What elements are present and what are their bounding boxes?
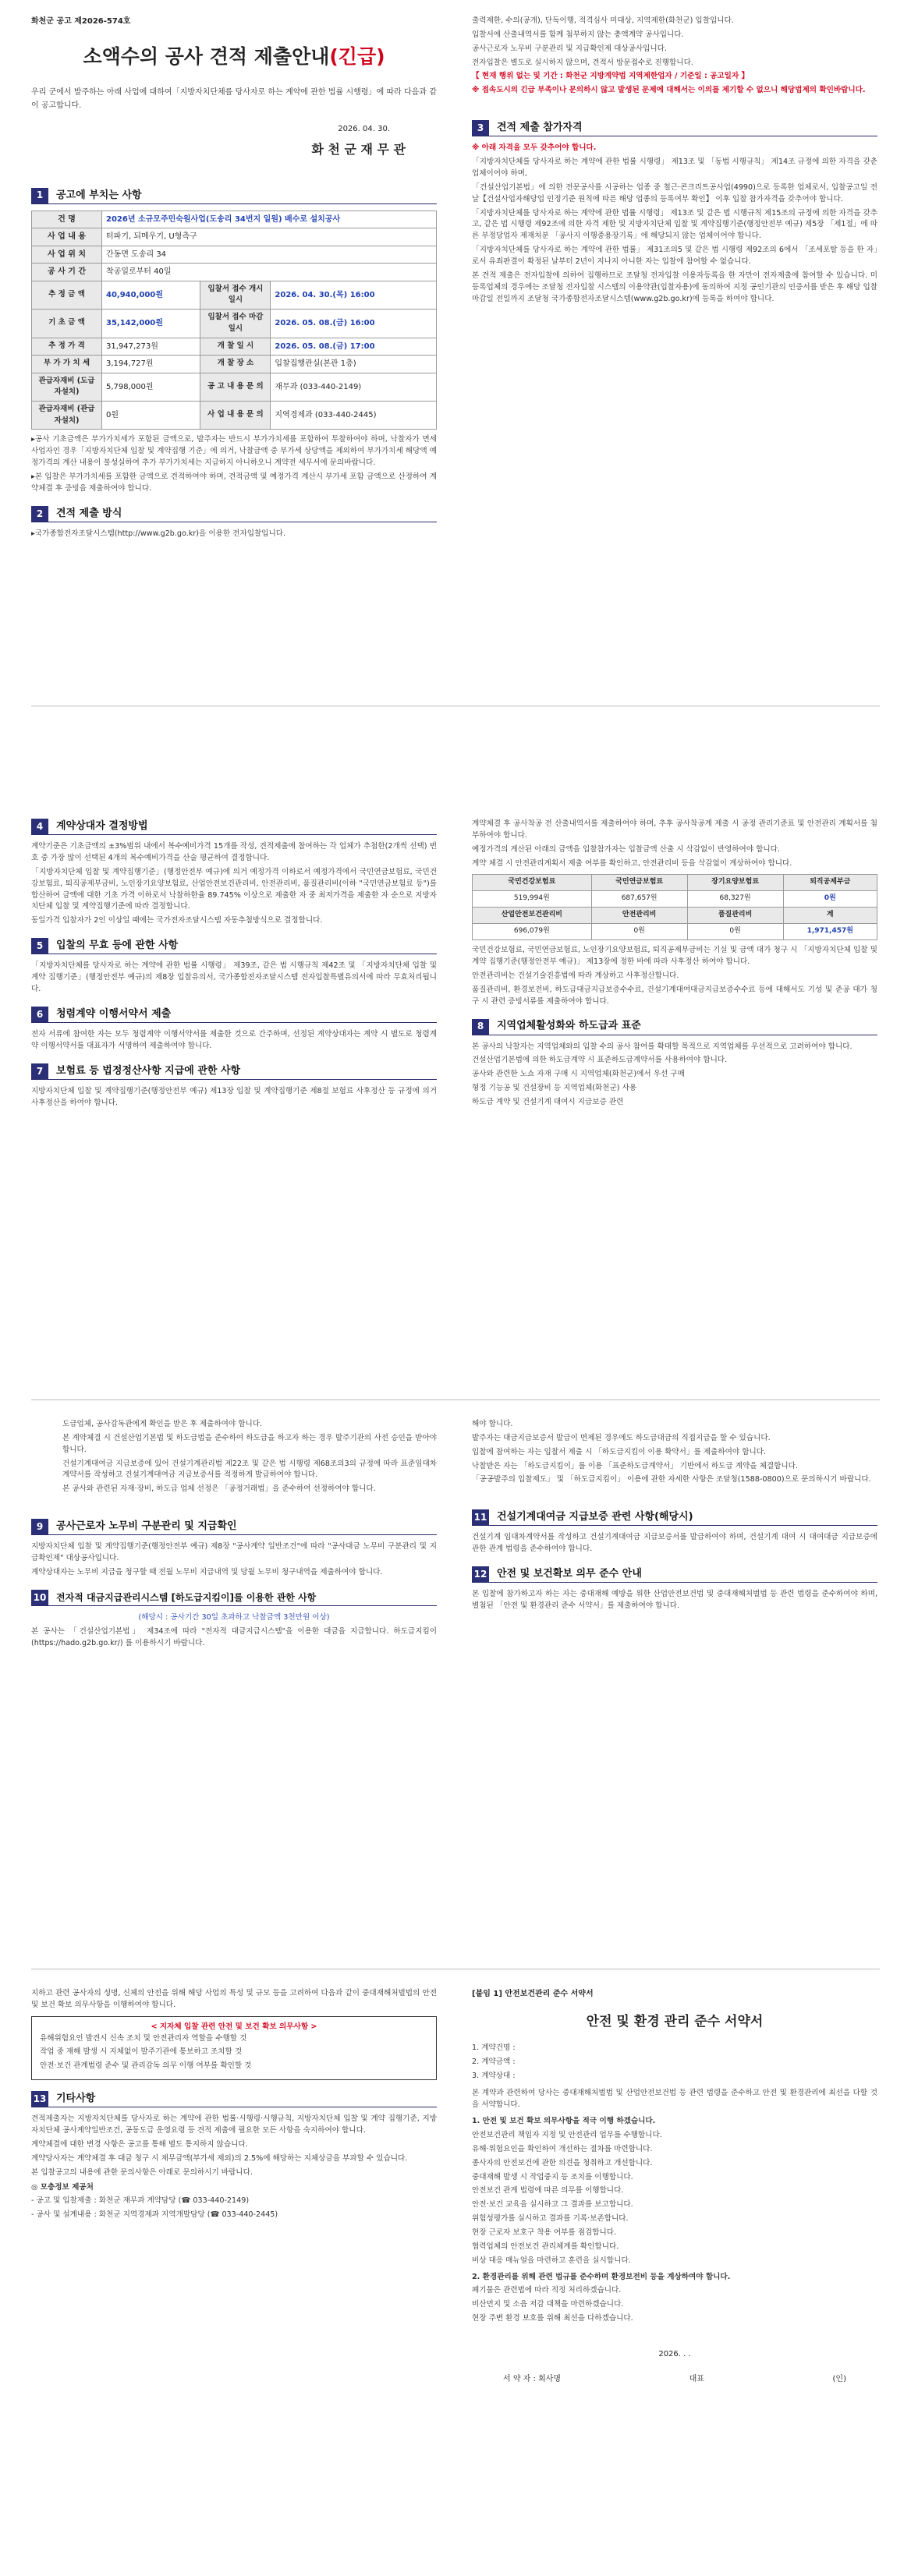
- sec4-item: 동일가격 입찰자가 2인 이상일 때에는 국가전자조달시스템 자동추첨방식으로 결정합니다.: [31, 916, 323, 925]
- left3-item: 건설기계대여금 지급보증에 있어 건설기계관리법 제22조 및 같은 법 시행령 제68조의3의 규정에 따라 표준임대차계약서를 작성하고 건설기계대여금 지급보증서를 적정하게 발급하여야 합니다.: [62, 1459, 437, 1480]
- sec3-items: [472, 157, 877, 305]
- cost-cell: 687,657원: [591, 891, 687, 908]
- sec9-number: 9: [31, 1519, 48, 1534]
- sec13-item: 계약당사자는 계약체결 후 대금 청구 시 채무금액(부가세 제외)의 2.5%에 해당하는 지체상금을 부과할 수 있습니다.: [31, 2153, 408, 2163]
- right-top-item: 입찰서에 산출내역서를 함께 첨부하지 않는 총액계약 공사입니다.: [472, 30, 684, 39]
- row-value: 간동면 도송리 34: [102, 246, 437, 264]
- pledge-title: 안전 및 환경 관리 준수 서약서: [586, 2013, 764, 2029]
- cost-cell: 계: [783, 908, 877, 924]
- right-top-item: 출력제한, 수의(공개), 단독이행, 적격심사 미대상, 지역제한(화천군) 입찰입니다.: [472, 16, 734, 25]
- right-top-items: [472, 16, 877, 69]
- cost-cell: 68,327원: [687, 891, 783, 908]
- page2-left: [31, 725, 437, 1112]
- sec7-title: 보험료 등 법정정산사항 지급에 관한 사항: [56, 1064, 241, 1077]
- pledge-sign-row: [472, 2373, 877, 2386]
- row-label: 사 업 위 치: [32, 246, 102, 264]
- row-label: 사 업 내 용 문 의: [200, 402, 271, 430]
- sec8-item: 하도급 계약 및 건설기계 대여시 지급보증 관련: [472, 1098, 624, 1107]
- row-value: 2026. 05. 08.(금) 16:00: [271, 310, 437, 338]
- table-row: [32, 281, 437, 309]
- sec3-item: 본 견적 제출은 전자입찰에 의하여 집행하므로 조달청 전자입찰 이용자등록을 한 자만이 전자제출에 참여할 수 있습니다. 미등록업체의 경우에는 조달청 전자입찰 시스템의 이용약관(입찰자용)에 동의하여 지정 공인기관의 인증서를 받은 후 해당 입찰마감일 전일까지 조달청 국가종합전자조달시스템(www.g2b.go.kr)에 등록을 하여야 합니다.: [472, 271, 877, 303]
- row-value: 2026년 소규모주민숙원사업(도송리 34번지 일원) 배수로 설치공사: [102, 211, 437, 228]
- table-row: [32, 264, 437, 281]
- sec11-title: 건설기계대여금 지급보증 관련 사항(해당시): [497, 1511, 693, 1523]
- pledge-item: 안전·보건 교육을 실시하고 그 결과를 보고합니다.: [472, 2200, 633, 2210]
- pledge-item: 현장 근로자 보호구 착용 여부를 점검합니다.: [472, 2228, 617, 2238]
- sec9-title: 공사근로자 노무비 구분관리 및 지급확인: [56, 1520, 237, 1533]
- cost-table: [472, 874, 877, 940]
- row-label: 공 사 기 간: [32, 264, 102, 281]
- sec8-title: 지역업체활성화와 하도급과 표준: [497, 1020, 641, 1032]
- cost-cell: 산업안전보건관리비: [473, 908, 592, 924]
- left4-text: 지하고 관련 공사자의 성명, 신체의 안전을 위해 해당 사업의 특성 및 규모 등을 고려하여 다음과 같이 중대재해처벌법의 안전 및 보건 확보 의무사항을 이행하여야 합니다.: [31, 1989, 437, 2009]
- sec6-heading: [31, 1007, 437, 1023]
- sec8-items: [472, 1042, 877, 1109]
- page-title: [31, 42, 437, 73]
- row-value: 3,194,727원: [102, 356, 200, 373]
- page4-left: [31, 1988, 437, 2224]
- row-label: 추 정 가 격: [32, 338, 102, 356]
- row-value: 40,940,000원: [102, 281, 200, 309]
- page1-right: [472, 16, 877, 307]
- pledge-sign-label: 서 약 자 : 회사명: [503, 2374, 562, 2383]
- sec2-title: 견적 제출 방식: [56, 507, 122, 519]
- right-mid-after-item: 국민건강보험료, 국민연금보험료, 노인장기요양보험료, 퇴직공제부금비는 기실 및 금액 대가 청구 시 「지방자치단체 입찰 및 계약 집행기준(행정안전부 예규)」 제13장에 정한 바에 따라 사후정산 하여야 합니다.: [472, 946, 877, 967]
- sec3-title: 견적 제출 참가자격: [497, 122, 583, 134]
- row-label: 입찰서 접수 개시일시: [200, 281, 271, 309]
- pledge-fields: [472, 2043, 877, 2082]
- sec6-number: 6: [31, 1007, 48, 1022]
- pledge-field: 1. 계약건명 :: [472, 2043, 516, 2052]
- sec9-item: 지방자치단체 입찰 및 계약집행기준(행정안전부 예규) 제8장 "공사계약 일반조건"에 따라 "공사대금 노무비 구분관리 및 지급확인제" 대상공사입니다.: [31, 1542, 437, 1563]
- cost-cell: 국민연금보험료: [591, 875, 687, 891]
- row-label: 공 고 내 용 문 의: [200, 373, 271, 401]
- pledge-list1: [472, 2130, 877, 2267]
- sec8-item: 공사와 관련한 노쇼 자재 구매 시 지역업체(화천군)에서 우선 구매: [472, 1070, 685, 1079]
- sec1-title: 공고에 부치는 사항: [56, 189, 142, 201]
- cost-cell: 품질관리비: [687, 908, 783, 924]
- sec1-note: ▸공사 기초금액은 부가가치세가 포함된 금액으로, 발주자는 반드시 부가가치세를 포함하여 투찰하여야 하며, 낙찰자가 면세사업자인 경우「지방자치단체 입찰 및 계약집행 기준」에 의거, 낙찰금액 중 부가세 상당액을 제외하여 부가가치세 해당액 예정가격의 계산 내용이 불성실하여 추가 부가가치세는 지급하지 아니하오니 계약전 세무서에 문의바랍니다.: [31, 435, 437, 468]
- sec7-number: 7: [31, 1063, 48, 1079]
- title-urgent: (긴급): [329, 44, 385, 68]
- cost-cell: 0원: [783, 891, 877, 908]
- safety-box-title: < 지자체 입찰 관련 안전 및 보건 확보 의무사항 >: [151, 2022, 317, 2031]
- sec3-item: 「지방자치단체를 당사자로 하는 계약에 관한 법률 시행령」 제13조 및 「동법 시행규칙」 제14조 규정에 의한 자격을 갖춘 업체이어야 하며,: [472, 157, 877, 179]
- sec3-item: 「지방자치단체를 당사자로 하는 계약에 관한 법률」 제31조의5 및 같은 법 시행령 제92조의 6에서 「조세포탈 등을 한 자」로서 유죄판결이 확정된 날부터 2년이 지나지 아니한 자는 입찰에 참여할 수 없습니다.: [472, 246, 877, 267]
- pledge-list2: [472, 2285, 877, 2325]
- pledge-tag: [붙임 1] 안전보건관리 준수 서약서: [472, 1990, 594, 1998]
- sec4-heading: [31, 819, 437, 835]
- sec2-text: ▸국가종합전자조달시스템(http://www.g2b.go.kr)을 이용한 전자입찰입니다.: [31, 529, 286, 538]
- right-bot-item: 해야 합니다.: [472, 1420, 513, 1428]
- notice-date: 2026. 04. 30.: [338, 125, 390, 134]
- right-bot-item: 낙찰받은 자는 「하도급지킴이」를 이용 「표준하도급계약서」 기반에서 하도급 계약을 체결합니다.: [472, 1461, 798, 1470]
- left3-item: 도급업체, 공사감독관에게 확인을 받은 후 제출하여야 합니다.: [62, 1420, 263, 1428]
- row-label: 개 찰 장 소: [200, 356, 271, 373]
- right-mid-item: 계약 체결 시 안전관리계획서 제출 여부를 확인하고, 안전관리비 등을 삭감없이 계상하여야 합니다.: [472, 858, 792, 868]
- contact-item: - 공사 및 설계내용 : 화천군 지역경제과 지역개발담당 (☎ 033-440-2445): [31, 2210, 278, 2220]
- sec6-text: 전자 서류에 참여한 자는 모두 청렴계약 이행서약서를 제출한 것으로 간주하며, 선정된 계약상대자는 계약 시 별도로 청렴계약 이행서약서를 대표자가 서명하여 제출하여야 합니다.: [31, 1030, 437, 1050]
- sec1-heading: [31, 188, 437, 204]
- cost-cell: 0원: [591, 924, 687, 940]
- row-value: 2026. 04. 30.(목) 16:00: [271, 281, 437, 309]
- row-label: 부 가 가 치 세: [32, 356, 102, 373]
- right-mid-after-item: 품질관리비, 환경보전비, 하도급대금지급보증수수료, 건설기계대여대금지급보증수수료 등에 대해서도 기성 및 준공 대가 청구 시 관련 증빙서류를 제출하여야 합니다.: [472, 985, 877, 1006]
- row-label: 기 초 금 액: [32, 310, 102, 338]
- row-label: 건 명: [32, 211, 102, 228]
- sec10-title: 전자적 대금지급관리시스템 [하도급지킴이]를 이용한 관한 사항: [56, 1591, 317, 1603]
- sec10-number: 10: [31, 1590, 48, 1605]
- right-bot-items: [472, 1419, 877, 1486]
- row-value: 5,798,000원: [102, 373, 200, 401]
- row-value: 입찰집행관실(본관 1층): [271, 356, 437, 373]
- row-value: 0원: [102, 402, 200, 430]
- row-label: 입찰서 접수 마감일시: [200, 310, 271, 338]
- contact-list: [31, 2196, 437, 2221]
- pledge-item: 유해·위험요인을 확인하여 개선하는 절차를 마련합니다.: [472, 2144, 653, 2153]
- row-value: 31,947,273원: [102, 338, 200, 356]
- safety-box-item: 유해위험요인 발견시 신속 조치 및 안전관리자 역할을 수행할 것: [40, 2033, 247, 2043]
- row-value: 지역경제과 (033-440-2445): [271, 402, 437, 430]
- sec12-text: 본 입찰에 참가하고자 하는 자는 중대재해 예방을 위한 산업안전보건법 및 중대재해처벌법 등 관련 법령을 준수하여야 하며, 별첨된 「안전 및 환경관리 준수 서약서」를 제출하여야 합니다.: [472, 1590, 877, 1611]
- pledge-sub2: 2. 환경관리를 위해 관련 법규를 준수하며 환경보전비 등을 계상하여야 합니다.: [472, 2272, 731, 2281]
- row-label: 관급자재비 (관급자설치): [32, 402, 102, 430]
- row-label: 사 업 내 용: [32, 228, 102, 246]
- sec8-number: 8: [472, 1019, 489, 1035]
- cost-cell: 퇴직공제부금: [783, 875, 877, 891]
- sec9-item: 계약상대자는 노무비 지급을 청구할 때 전월 노무비 지급내역 및 당월 노무비 청구내역을 제출하여야 합니다.: [31, 1568, 383, 1577]
- page3-right: [472, 1419, 877, 1615]
- pledge-item: 안전보건관리 책임자 지정 및 안전관리 업무를 수행합니다.: [472, 2131, 662, 2139]
- sec8-item: 형정 기능공 및 건설장비 등 지역업체(화천군) 사용: [472, 1084, 637, 1093]
- pledge-rep-label: 대표: [689, 2374, 704, 2383]
- pledge-date: 2026. . .: [658, 2350, 691, 2359]
- table-row: [32, 246, 437, 264]
- pledge-item: 비산먼지 및 소음 저감 대책을 마련하겠습니다.: [472, 2300, 624, 2309]
- sec8-heading: [472, 1018, 877, 1035]
- sec1-number: 1: [31, 188, 48, 203]
- pledge-seal: (인): [832, 2374, 846, 2383]
- sec8-item: 건설산업기본법에 의한 하도급계약 시 표준하도급계약서를 사용하여야 합니다.: [472, 1056, 728, 1065]
- pledge-field: 2. 계약금액 :: [472, 2057, 516, 2066]
- sec8-item: 본 공사의 낙찰자는 지역업체와의 입찰 수의 공사 참여를 확대할 목적으로 지역업체를 우선적으로 고려하여야 합니다.: [472, 1042, 853, 1051]
- pledge-item: 중대재해 발생 시 작업중지 등 조치를 이행합니다.: [472, 2172, 633, 2181]
- sec9-items: [31, 1541, 437, 1579]
- cost-cell: 519,994원: [473, 891, 592, 908]
- project-table: [31, 211, 437, 430]
- row-value: 착공일로부터 40일: [102, 264, 437, 281]
- sec1-notes: [31, 434, 437, 494]
- left3-item: 본 계약체결 시 건설산업기본법 및 하도급법을 준수하여 하도급을 하고자 하는 경우 발주기관의 사전 승인을 받아야 합니다.: [62, 1433, 437, 1454]
- table-row: [32, 402, 437, 430]
- sec10-sub: (해당시 : 공사기간 30일 초과하고 낙찰금액 3천만원 이상): [138, 1612, 330, 1622]
- row-label: 관급자재비 (도급자설치): [32, 373, 102, 401]
- sec13-title: 기타사항: [56, 2093, 96, 2105]
- cost-cell: 0원: [687, 924, 783, 940]
- pledge-item: 위험성평가를 실시하고 결과를 기록·보존합니다.: [472, 2214, 629, 2224]
- sec4-items: [31, 841, 437, 927]
- cost-cell: 장기요양보험료: [687, 875, 783, 891]
- row-value: 재무과 (033-440-2149): [271, 373, 437, 401]
- sec13-item: 견적제출자는 지방자치단체를 당사자로 하는 계약에 관한 법률·시행령·시행규칙, 지방자치단체 입찰 및 계약 집행기준, 지방자치단체 공사계약일반조건, 공동도급 운영요령 등 견적 제출에 필요한 모든 사항을 숙지하여야 합니다.: [31, 2114, 437, 2135]
- safety-box-item: 작업 중 재해 발생 시 지체없이 발주기관에 통보하고 조치할 것: [40, 2047, 243, 2057]
- cost-cell: 안전관리비: [591, 908, 687, 924]
- sec7-text: 지방자치단체 입찰 및 계약집행기준(행정안전부 예규) 제13장 입찰 및 계약집행기준 제8절 보험료 사후정산 등 규정에 의거 사후정산을 하여야 합니다.: [31, 1086, 437, 1107]
- cost-cell: 국민건강보험료: [473, 875, 592, 891]
- sec3-heading: [472, 120, 877, 136]
- notice-number: 화천군 공고 제2026-574호: [31, 17, 131, 26]
- right-top-item: 공사근로자 노무비 구분관리 및 지급확인제 대상공사입니다.: [472, 44, 667, 53]
- sec11-text: 건설기계 임대차계약서를 작성하고 건설기계대여금 지급보증서를 발급하여야 하며, 건설기계 대여 시 대여대금 지급보증에 관한 관계 법령을 준수하여야 합니다.: [472, 1533, 877, 1554]
- safety-box-items: [40, 2033, 428, 2073]
- sec10-text: 본 공사는 「건설산업기본법」 제34조에 따라 "전자적 대금지급시스템"을 이용한 대금을 지급합니다. 하도급지킴이(https://hado.g2b.go.kr/) 를 이용하시기 바랍니다.: [31, 1626, 437, 1647]
- sec3-number: 3: [472, 120, 489, 136]
- left3-items: [31, 1419, 437, 1495]
- pledge-item: 폐기물은 관련법에 따라 적정 처리하겠습니다.: [472, 2286, 622, 2295]
- sec4-title: 계약상대자 결정방법: [56, 820, 148, 832]
- row-label: 개 찰 일 시: [200, 338, 271, 356]
- pledge-sub1: 1. 안전 및 보건 확보 의무사항을 적극 이행 하겠습니다.: [472, 2117, 656, 2126]
- sec13-number: 13: [31, 2091, 48, 2107]
- sec4-item: 계약기준은 기초금액의 ±3%범위 내에서 복수예비가격 15개를 작성, 견적제출에 참여하는 각 업체가 추첨한(2개씩 선택) 번호 중 가장 많이 선택된 4개의 복수예비가격을 산술 평균하여 결정합니다.: [31, 842, 437, 862]
- intro-text: 우리 군에서 발주하는 아래 사업에 대하여「지방자치단체를 당사자로 하는 계약에 관한 법률 시행령」에 따라 다음과 같이 공고합니다.: [31, 88, 437, 111]
- sec3-item: 「건설산업기본법」에 의한 전문공사를 시공하는 업종 중 철근·콘크리트공사업(4990)으로 등록한 업체로서, 입찰공고일 전날【건설사업자해당업 인정기준 원칙에 따른 해당 업종의 등록여부 확인】 이후 입찰 참가자격을 갖추어야 합니다.: [472, 182, 877, 203]
- sec10-heading: [31, 1590, 437, 1606]
- sec3-lead: ※ 아래 자격을 모두 갖추어야 합니다.: [472, 143, 597, 153]
- right-mid-item: 예정가격의 계산된 아래의 금액을 입찰참가자는 입찰금액 산출 시 삭감없이 반영하여야 합니다.: [472, 844, 780, 854]
- right-bot-item: 입찰에 참여하는 자는 입찰서 제출 시 「하도급지킴이 이용 확약서」를 제출하여야 합니다.: [472, 1447, 767, 1456]
- contact-item: - 공고 및 입찰제출 : 화천군 재무과 계약담당 (☎ 033-440-2149): [31, 2196, 250, 2206]
- sec5-title: 입찰의 무효 등에 관한 사항: [56, 939, 179, 952]
- pledge-intro: 본 계약과 관련하여 당사는 중대재해처벌법 및 산업안전보건법 등 관련 법령을 준수하고 안전 및 환경관리에 최선을 다할 것을 서약합니다.: [472, 2089, 877, 2110]
- cost-cell: 1,971,457원: [783, 924, 877, 940]
- right-mid-item: 계약체결 후 공사착공 전 산출내역서를 제출하여야 하며, 추후 공사착공계 제출 시 공정 관리기준표 및 안전관리 계획서를 첨부하여야 합니다.: [472, 819, 877, 840]
- right-mid-after-item: 안전관리비는 건설기술진흥법에 따라 계상하고 사후정산합니다.: [472, 971, 679, 980]
- safety-box-item: 안전·보건 관계법령 준수 및 관리감독 의무 이행 여부를 확인할 것: [40, 2061, 252, 2071]
- sec5-heading: [31, 938, 437, 954]
- table-row: [32, 211, 437, 228]
- sec4-number: 4: [31, 819, 48, 834]
- page3-left: [31, 1419, 437, 1651]
- right-mid-items: [472, 819, 877, 869]
- contact-label: ◎ 모충정보 제공처: [31, 2182, 94, 2192]
- safety-box: [31, 2016, 437, 2080]
- right-mid-after: [472, 945, 877, 1007]
- sec2-number: 2: [31, 506, 48, 522]
- row-value: 35,142,000원: [102, 310, 200, 338]
- emphasis-1: 【 현재 행위 없는 및 기간 : 화천군 지방계약법 지역제한업자 / 기준일 : 공고일자 】: [472, 72, 750, 81]
- table-row: [32, 338, 437, 356]
- pledge-item: 현장 주변 환경 보호를 위해 최선을 다하겠습니다.: [472, 2314, 633, 2323]
- table-row: [32, 228, 437, 246]
- sec2-heading: [31, 506, 437, 522]
- sec12-title: 안전 및 보건확보 의무 준수 안내: [497, 1568, 642, 1580]
- right-bot-item: 「공공발주의 입찰제도」 및 「하도급지킴이」 이용에 관한 자세한 사항은 조달청(1588-0800)으로 문의하시기 바랍니다.: [472, 1475, 871, 1484]
- row-value: 터파기, 되메우기, U형측구: [102, 228, 437, 246]
- pledge-item: 비상 대응 매뉴얼을 마련하고 훈련을 실시합니다.: [472, 2256, 631, 2265]
- sec11-number: 11: [472, 1509, 489, 1525]
- sec13-heading: [31, 2091, 437, 2107]
- sec3-item: 「지방자치단체를 당사자로 하는 계약에 관한 법률 시행령」 제13조 및 같은 법 시행규칙 제15조의 규정에 의한 자격을 갖추고, 같은 법 시행령 제92조에 의한 자격 제한 및 지방자치단체 입찰 및 계약집행기준(행정안전부 예규) 제5장 「제1절」에 따른 부정당업자 제재처분 「공사지 이행중용장기록」에 해당되지 않는 업체이어야 합니다.: [472, 208, 877, 241]
- sec5-number: 5: [31, 938, 48, 954]
- sec7-heading: [31, 1063, 437, 1080]
- row-value: 2026. 05. 08.(금) 17:00: [271, 338, 437, 356]
- table-row: [32, 356, 437, 373]
- pledge-item: 종사자의 안전보건에 관한 의견을 청취하고 개선합니다.: [472, 2158, 653, 2167]
- row-label: 추 정 금 액: [32, 281, 102, 309]
- table-row: [32, 373, 437, 401]
- left3-item: 본 공사와 관련된 자재·장비, 하도급 업체 선정은 「공정거래법」을 준수하여 선정하여야 합니다.: [62, 1484, 376, 1494]
- sec9-heading: [31, 1519, 437, 1535]
- sec12-heading: [472, 1566, 877, 1583]
- page-divider-2: [31, 1399, 880, 1400]
- right-bot-item: 발주자는 대금지급보증서 발급이 면제된 경우에도 하도급대금의 직접지급을 할 수 있습니다.: [472, 1433, 771, 1442]
- pledge-item: 협력업체의 안전보건 관리체계를 확인합니다.: [472, 2242, 619, 2251]
- title-main: 소액수의 공사 견적 제출안내: [83, 44, 330, 68]
- sec5-text: 「지방자치단체를 당사자로 하는 계약에 관한 법률 시행령」 제39조, 같은 법 시행규칙 제42조 및 「지방자치단체 입찰 및 계약 집행기준」(행정안전부 예규)의 제8장 입찰유의서, 국가종합전자조달시스템 전자입찰특별유의서에 따라 무효처리됩니다.: [31, 961, 437, 994]
- pledge-field: 3. 계약상대 :: [472, 2071, 516, 2080]
- org-name: 화 천 군 재 무 관: [311, 141, 406, 157]
- page2-right: [472, 819, 877, 1111]
- right-top-item: 전자입찰은 별도로 실시하지 않으며, 견적서 방문접수로 진행합니다.: [472, 58, 693, 67]
- sec12-number: 12: [472, 1566, 489, 1582]
- page1-left: [31, 16, 437, 543]
- sec6-title: 청렴계약 이행서약서 제출: [56, 1007, 172, 1020]
- sec11-heading: [472, 1509, 877, 1526]
- sec13-item: 본 입찰공고의 내용에 관한 문의사항은 아래로 문의하시기 바랍니다.: [31, 2167, 253, 2177]
- sec4-item: 「지방자치단체 입찰 및 계약집행기준」(행정안전부 예규)에 의거 예정가격 이하로서 예정가격에서 국민연금보험료, 국민건강보험료, 퇴직공제부금비, 노인장기요양보험료, 산업안전보건관리비, 안전관리비, 품질관리비(이하 "국민연금보험료 등")를 합산하여 금액에 대한 기초 가격 이하로서 낙찰하한율 89.745% 이상으로 제출한 자 중 최저가격을 제출한 자 순으로 지방자치단체 입찰 및 계약집행기준에 따라 결정합니다.: [31, 867, 437, 911]
- sec13-item: 계약체결에 대한 변경 사항은 공고를 통해 별도 통지하지 않습니다.: [31, 2140, 248, 2150]
- pledge-item: 안전보건 관계 법령에 따른 의무를 이행합니다.: [472, 2186, 624, 2196]
- sec1-note: ▸본 입찰은 부가가치세를 포함한 금액으로 견적하여야 하며, 견적금액 및 예정가격 계산시 부가세 포함 금액으로 산정하여 계약체결 후 증빙을 제출하여야 합니다.: [31, 472, 437, 493]
- emphasis-2: ※ 접속도시의 긴급 부족이나 문의하시 않고 발생된 문제에 대해서는 이의를 제기할 수 없으니 해당법제의 확인바랍니다.: [472, 86, 866, 95]
- sec13-items: [31, 2114, 437, 2178]
- cost-cell: 696,079원: [473, 924, 592, 940]
- table-row: [32, 310, 437, 338]
- pledge-form: [472, 1988, 877, 2385]
